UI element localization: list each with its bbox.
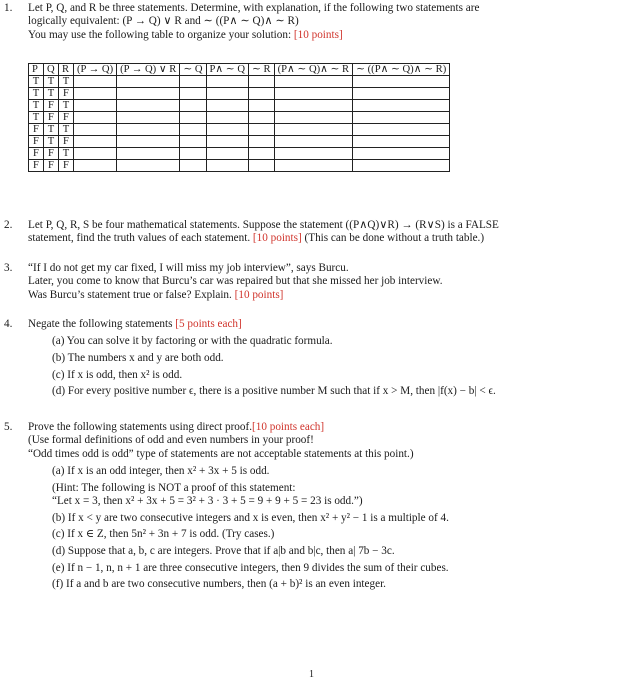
truth-table-row [29, 112, 450, 124]
answer-cell[interactable] [206, 148, 248, 160]
q5-hint-line-1: (Hint: The following is NOT a proof of this statement: [52, 481, 296, 494]
answer-cell[interactable] [249, 148, 275, 160]
q5-hint-line-2: “Let x = 3, then x² + 3x + 5 = 3² + 3 · 3 + 5 = 9 + 9 + 5 = 23 is odd.”) [52, 495, 363, 508]
q1-line-2: logically equivalent: (P → Q) ∨ R and ∼ ((P∧ ∼ Q)∧ ∼ R) [28, 15, 299, 28]
answer-cell[interactable] [117, 124, 180, 136]
answer-cell[interactable] [274, 112, 353, 124]
q1-instructions: You may use the following table to organize your solution: [28, 28, 292, 41]
truth-table-container [28, 63, 450, 172]
truth-value-cell: F [29, 124, 44, 136]
answer-cell[interactable] [353, 76, 450, 88]
answer-cell[interactable] [117, 148, 180, 160]
answer-cell[interactable] [74, 88, 117, 100]
question-5-number: 5. [4, 421, 13, 433]
q5-part-d: (d) Suppose that a, b, c are integers. Prove that if a|b and b|c, then a| 7b − 3c. [52, 545, 395, 557]
truth-value-cell: T [59, 100, 74, 112]
header-r: R [59, 64, 74, 76]
answer-cell[interactable] [274, 100, 353, 112]
answer-cell[interactable] [180, 88, 206, 100]
answer-cell[interactable] [206, 88, 248, 100]
truth-value-cell: F [59, 160, 74, 172]
truth-value-cell: T [29, 88, 44, 100]
answer-cell[interactable] [353, 88, 450, 100]
truth-value-cell: T [44, 76, 59, 88]
truth-table-row [29, 76, 450, 88]
truth-value-cell: T [59, 124, 74, 136]
answer-cell[interactable] [206, 136, 248, 148]
truth-value-cell: T [59, 148, 74, 160]
q4-parts [52, 335, 608, 398]
page-number: 1 [309, 669, 314, 680]
q4-part-a: (a) You can solve it by factoring or with the quadratic formula. [52, 335, 333, 348]
truth-value-cell: F [29, 136, 44, 148]
q4-instructions: Negate the following statements [28, 318, 173, 330]
answer-cell[interactable] [249, 136, 275, 148]
answer-cell[interactable] [117, 88, 180, 100]
truth-table-row [29, 136, 450, 148]
answer-cell[interactable] [117, 160, 180, 172]
answer-cell[interactable] [180, 160, 206, 172]
truth-table-header-row [29, 64, 450, 76]
truth-value-cell: T [29, 112, 44, 124]
q4-line-1 [28, 318, 608, 331]
answer-cell[interactable] [74, 76, 117, 88]
answer-cell[interactable] [74, 124, 117, 136]
answer-cell[interactable] [249, 124, 275, 136]
q2-line-2-text: statement, find the truth values of each statement. [28, 232, 251, 245]
question-4 [4, 318, 608, 402]
q5-part-e: (e) If n − 1, n, n + 1 are three consecutive integers, then 9 divides the sum of their cubes. [52, 561, 449, 574]
answer-cell[interactable] [274, 148, 353, 160]
q5-parts [52, 465, 608, 591]
answer-cell[interactable] [249, 160, 275, 172]
truth-value-cell: F [44, 160, 59, 172]
question-4-number: 4. [4, 318, 13, 330]
truth-value-cell: F [59, 88, 74, 100]
answer-cell[interactable] [353, 136, 450, 148]
q5-instructions: Prove the following statements using direct proof. [28, 421, 253, 433]
answer-cell[interactable] [180, 136, 206, 148]
header-p-and-not-q: P∧ ∼ Q [206, 64, 248, 76]
q5-line-2: (Use formal definitions of odd and even numbers in your proof! [28, 434, 314, 447]
answer-cell[interactable] [74, 112, 117, 124]
answer-cell[interactable] [206, 124, 248, 136]
truth-value-cell: T [44, 88, 59, 100]
answer-cell[interactable] [180, 124, 206, 136]
q3-line-1: “If I do not get my car fixed, I will miss my job interview”, says Burcu. [28, 262, 349, 274]
header-q: Q [44, 64, 59, 76]
header-p-implies-q-or-r: (P → Q) ∨ R [117, 64, 180, 76]
truth-table-row [29, 160, 450, 172]
header-p: P [29, 64, 44, 76]
answer-cell[interactable] [117, 100, 180, 112]
answer-cell[interactable] [353, 112, 450, 124]
truth-table-row [29, 88, 450, 100]
header-not-r: ∼ R [249, 64, 275, 76]
answer-cell[interactable] [353, 124, 450, 136]
q5-line-3: “Odd times odd is odd” type of statements are not acceptable statements at this point.) [28, 447, 414, 460]
answer-cell[interactable] [180, 100, 206, 112]
truth-value-cell: T [44, 136, 59, 148]
question-3-number: 3. [4, 262, 13, 274]
answer-cell[interactable] [353, 160, 450, 172]
answer-cell[interactable] [206, 112, 248, 124]
truth-value-cell: F [44, 148, 59, 160]
answer-cell[interactable] [274, 136, 353, 148]
answer-cell[interactable] [353, 148, 450, 160]
q1-line-1: Let P, Q, and R be three statements. Determine, with explanation, if the following two statements are [28, 2, 480, 14]
truth-table-body [29, 76, 450, 172]
q5-points: [10 points each] [252, 421, 325, 433]
q2-line-2 [28, 232, 608, 245]
header-not-q: ∼ Q [180, 64, 206, 76]
q2-points: [10 points] [252, 232, 302, 245]
truth-value-cell: T [59, 76, 74, 88]
answer-cell[interactable] [206, 160, 248, 172]
answer-cell[interactable] [274, 160, 353, 172]
q3-question: Was Burcu’s statement true or false? Explain. [28, 288, 232, 301]
header-negation-full: ∼ ((P∧ ∼ Q)∧ ∼ R) [353, 64, 450, 76]
q3-line-2: Later, you come to know that Burcu’s car was repaired but that she missed her job interview. [28, 275, 443, 288]
question-3 [4, 262, 608, 302]
truth-value-cell: F [29, 160, 44, 172]
answer-cell[interactable] [206, 76, 248, 88]
answer-cell[interactable] [249, 88, 275, 100]
truth-value-cell: T [29, 100, 44, 112]
truth-table-row [29, 148, 450, 160]
question-5 [4, 421, 608, 595]
truth-value-cell: F [59, 112, 74, 124]
answer-cell[interactable] [249, 112, 275, 124]
q5-part-a: (a) If x is an odd integer, then x² + 3x + 5 is odd. [52, 465, 270, 478]
answer-cell[interactable] [74, 136, 117, 148]
truth-value-cell: F [29, 148, 44, 160]
q3-points: [10 points] [234, 288, 284, 301]
q5-line-1 [28, 421, 608, 434]
truth-value-cell: T [44, 124, 59, 136]
truth-value-cell: F [59, 136, 74, 148]
question-2 [4, 219, 608, 246]
answer-cell[interactable] [117, 112, 180, 124]
q2-line-1: Let P, Q, R, S be four mathematical statements. Suppose the statement ((P∧Q)∨R) → (R∨S) is a FALSE [28, 219, 499, 231]
question-1-number: 1. [4, 2, 13, 14]
answer-cell[interactable] [117, 136, 180, 148]
question-2-number: 2. [4, 219, 13, 231]
answer-cell[interactable] [74, 148, 117, 160]
q5-part-b: (b) If x < y are two consecutive integers and x is even, then x² + y² − 1 is a multiple of 4. [52, 511, 449, 524]
answer-cell[interactable] [353, 100, 450, 112]
header-p-implies-q: (P → Q) [74, 64, 117, 76]
answer-cell[interactable] [274, 124, 353, 136]
truth-table-row [29, 100, 450, 112]
truth-value-cell: T [29, 76, 44, 88]
truth-table [28, 63, 450, 172]
answer-cell[interactable] [180, 112, 206, 124]
q4-points: [5 points each] [175, 318, 242, 330]
answer-cell[interactable] [274, 88, 353, 100]
answer-cell[interactable] [180, 148, 206, 160]
q4-part-d: (d) For every positive number ϵ, there is a positive number M such that if x > M, then |f(x) − b| < ϵ. [52, 385, 496, 398]
answer-cell[interactable] [206, 100, 248, 112]
q3-line-3 [28, 289, 608, 302]
q4-part-c: (c) If x is odd, then x² is odd. [52, 368, 183, 381]
q5-part-f: (f) If a and b are two consecutive numbers, then (a + b)² is an even integer. [52, 578, 386, 591]
truth-value-cell: F [44, 112, 59, 124]
q1-line-3 [28, 29, 604, 42]
q2-note: (This can be done without a truth table.) [304, 232, 485, 245]
q4-part-b: (b) The numbers x and y are both odd. [52, 352, 224, 364]
answer-cell[interactable] [74, 100, 117, 112]
truth-value-cell: F [44, 100, 59, 112]
answer-cell[interactable] [249, 76, 275, 88]
answer-cell[interactable] [274, 76, 353, 88]
answer-cell[interactable] [180, 76, 206, 88]
answer-cell[interactable] [117, 76, 180, 88]
truth-table-row [29, 124, 450, 136]
header-p-and-not-q-and-not-r: (P∧ ∼ Q)∧ ∼ R [274, 64, 353, 76]
q1-points: [10 points] [293, 28, 343, 41]
answer-cell[interactable] [249, 100, 275, 112]
answer-cell[interactable] [74, 160, 117, 172]
q5-part-c: (c) If x ∈ Z, then 5n² + 3n + 7 is odd. (Try cases.) [52, 528, 275, 541]
question-1 [4, 2, 604, 42]
